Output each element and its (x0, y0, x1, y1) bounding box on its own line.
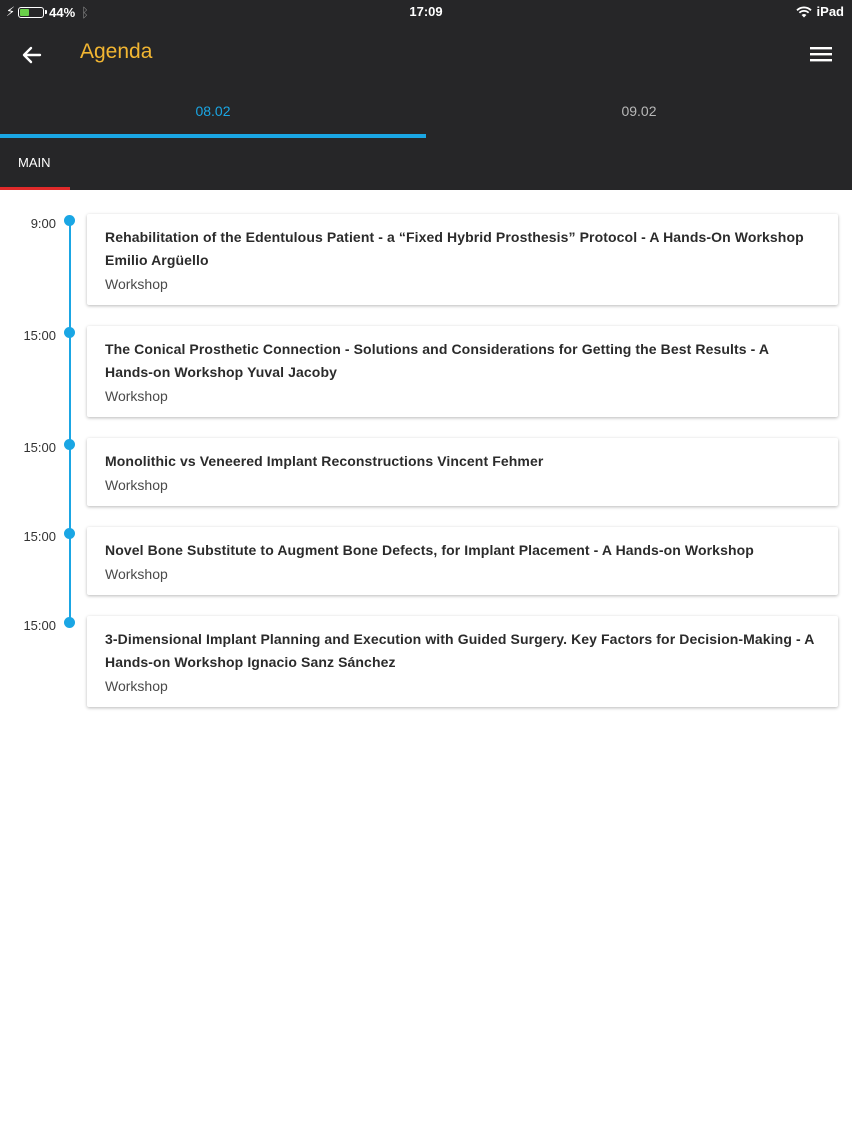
active-tab-indicator (0, 134, 426, 138)
event-type: Workshop (105, 388, 168, 404)
event-title: Rehabilitation of the Edentulous Patient - a “Fixed Hybrid Prosthesis” Protocol - A Hands-On Workshop Emilio Argüello (105, 229, 804, 268)
event-time: 15:00 (23, 328, 56, 343)
status-bar (0, 0, 852, 24)
event-title: 3-Dimensional Implant Planning and Execution with Guided Surgery. Key Factors for Decision-Making - A Hands-on Workshop Ignacio Sanz Sánchez (105, 631, 814, 670)
timeline-dot (64, 215, 75, 226)
event-time: 9:00 (30, 216, 56, 231)
timeline-dot (64, 327, 75, 338)
event-card[interactable] (87, 527, 838, 595)
event-type: Workshop (105, 477, 168, 493)
date-tabs (0, 90, 852, 138)
agenda-timeline (0, 190, 852, 1136)
battery-percent: 44% (49, 4, 76, 20)
timeline-line (69, 220, 71, 622)
hamburger-menu-icon[interactable] (810, 45, 832, 63)
bluetooth-icon: ᛒ (81, 4, 89, 20)
event-card[interactable] (87, 616, 838, 707)
header (0, 0, 852, 190)
event-type: Workshop (105, 276, 168, 292)
event-card[interactable] (87, 438, 838, 506)
event-title: Monolithic vs Veneered Implant Reconstructions Vincent Fehmer (105, 453, 544, 469)
event-card[interactable] (87, 214, 838, 305)
timeline-dot (64, 617, 75, 628)
tab-08-02[interactable]: 08.02 (195, 103, 231, 119)
app-bar (0, 24, 852, 84)
event-time: 15:00 (23, 529, 56, 544)
event-title: Novel Bone Substitute to Augment Bone Defects, for Implant Placement - A Hands-on Workshop (105, 542, 754, 558)
status-time: 17:09 (409, 4, 443, 19)
status-right (796, 4, 844, 19)
page-title: Agenda (80, 40, 153, 63)
tab-09-02[interactable]: 09.02 (621, 103, 657, 119)
device-name: iPad (816, 4, 844, 19)
event-type: Workshop (105, 566, 168, 582)
timeline-dot (64, 528, 75, 539)
event-time: 15:00 (23, 618, 56, 633)
subtab-label: MAIN (18, 155, 51, 170)
wifi-icon (796, 6, 812, 18)
charging-icon: ⚡ (6, 4, 16, 19)
event-card[interactable] (87, 326, 838, 417)
event-title: The Conical Prosthetic Connection - Solutions and Considerations for Getting the Best Results - A Hands-on Workshop Yuval Jacoby (105, 341, 769, 380)
subtab-main[interactable] (0, 140, 70, 190)
back-arrow-icon[interactable] (20, 43, 44, 67)
timeline-dot (64, 439, 75, 450)
event-type: Workshop (105, 678, 168, 694)
event-time: 15:00 (23, 440, 56, 455)
